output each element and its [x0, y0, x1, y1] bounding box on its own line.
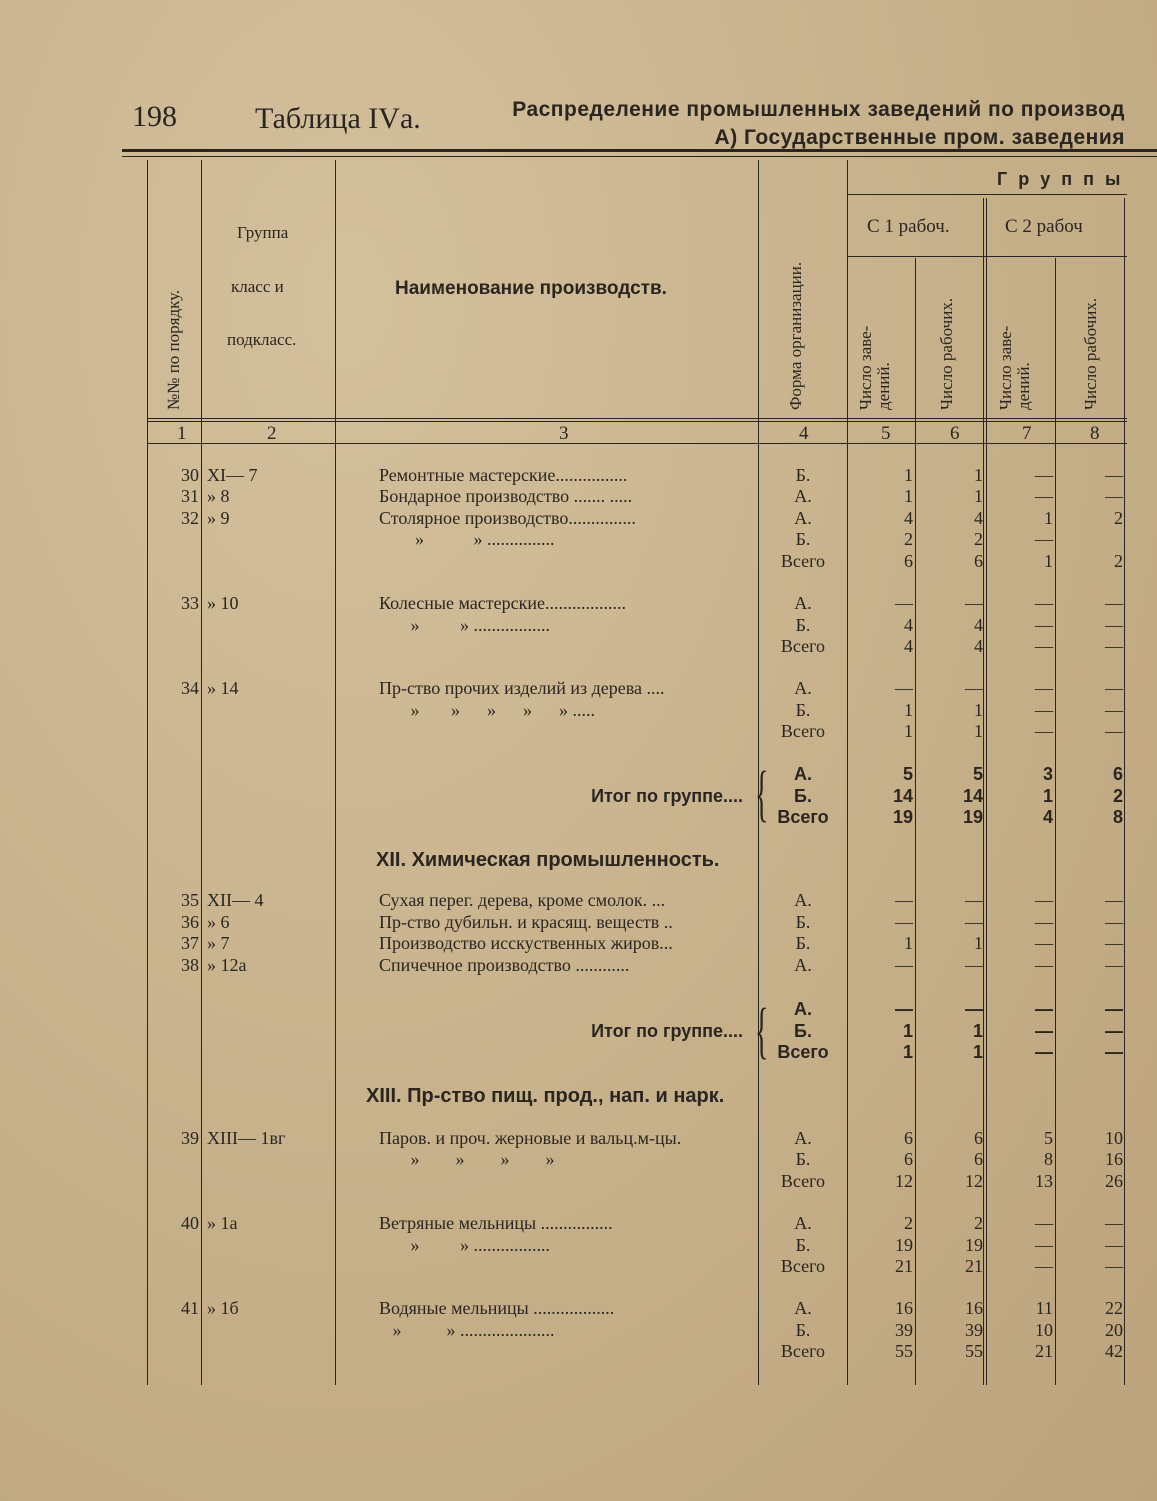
table-row — [147, 1341, 1157, 1362]
table-row — [147, 465, 1157, 486]
cell-workers-2: — — [1105, 636, 1123, 656]
header-divider — [847, 256, 1127, 257]
cell-workers-1: — — [965, 890, 983, 910]
header-rule-thin — [122, 156, 1157, 157]
cell-establishments-1: 6 — [904, 1149, 913, 1169]
col-number-5: 5 — [881, 423, 891, 444]
cell-workers-1: 21 — [965, 1256, 983, 1276]
cell-workers-2: — — [1105, 1235, 1123, 1255]
cell-number: 32 — [181, 508, 199, 528]
cell-establishments-2: 1 — [1042, 786, 1053, 806]
total-row — [147, 1021, 1157, 1042]
cell-form: А. — [794, 508, 812, 528]
cell-name: Паров. и проч. жерновые и вальц.м-цы. — [379, 1128, 682, 1148]
cell-establishments-2: 8 — [1044, 1149, 1053, 1169]
cell-establishments-1: — — [895, 678, 913, 698]
header-divider — [147, 418, 1127, 419]
cell-establishments-2: 10 — [1035, 1320, 1053, 1340]
col-header-group: Группа — [237, 223, 289, 242]
cell-group: XIII— 1вг — [207, 1128, 286, 1148]
cell-form: Б. — [795, 700, 811, 720]
table-row — [147, 551, 1157, 572]
total-row — [147, 807, 1157, 828]
cell-establishments-1: 19 — [892, 807, 913, 827]
cell-name: Бондарное производство ....... ..... — [379, 486, 633, 506]
cell-total-label: Итог по группе.... — [591, 786, 743, 806]
cell-name: » » ..................... — [379, 1320, 555, 1340]
cell-establishments-1: 19 — [895, 1235, 913, 1255]
cell-establishments-2: — — [1035, 529, 1053, 549]
table-row — [147, 1128, 1157, 1149]
cell-workers-2: 20 — [1105, 1320, 1123, 1340]
cell-establishments-1: — — [895, 593, 913, 613]
cell-workers-1: 1 — [972, 1021, 983, 1041]
cell-name: » » ................. — [379, 1235, 550, 1255]
cell-number: 35 — [181, 890, 199, 910]
cell-workers-2: 6 — [1112, 764, 1123, 784]
cell-establishments-1: 1 — [902, 1042, 913, 1062]
cell-form: А. — [794, 890, 812, 910]
cell-establishments-2: — — [1035, 700, 1053, 720]
cell-workers-1: 55 — [965, 1341, 983, 1361]
cell-establishments-1: 6 — [904, 1128, 913, 1148]
table-row — [147, 1256, 1157, 1277]
cell-group: » 6 — [207, 912, 230, 932]
cell-establishments-2: — — [1035, 1042, 1053, 1062]
cell-workers-2: — — [1105, 486, 1123, 506]
col-header-class: класс и — [231, 277, 284, 296]
cell-form: А. — [794, 486, 812, 506]
table-row — [147, 593, 1157, 614]
total-row — [147, 764, 1157, 785]
header-divider — [847, 194, 1127, 195]
cell-group: » 1а — [207, 1213, 238, 1233]
table-row — [147, 486, 1157, 507]
cell-name: Водяные мельницы .................. — [379, 1298, 615, 1318]
cell-workers-2: 2 — [1112, 786, 1123, 806]
table-row — [147, 1149, 1157, 1170]
cell-establishments-2: 11 — [1035, 1298, 1053, 1318]
cell-establishments-2: 5 — [1044, 1128, 1053, 1148]
group-header-1-worker: С 1 рабоч. — [867, 216, 950, 237]
cell-establishments-1: 2 — [904, 529, 913, 549]
cell-number: 41 — [181, 1298, 199, 1318]
cell-establishments-1: 4 — [904, 636, 913, 656]
table-row — [147, 1213, 1157, 1234]
cell-workers-2: — — [1105, 678, 1123, 698]
cell-number: 38 — [181, 955, 199, 975]
col-header-number: №№ по порядку. — [164, 289, 183, 410]
section-title-food: XIII. Пр-ство пищ. прод., нап. и нарк. — [366, 1085, 725, 1107]
cell-workers-1: 6 — [974, 1149, 983, 1169]
cell-establishments-2: 1 — [1044, 508, 1053, 528]
subheader-workers-2: Число рабочих. — [1081, 297, 1100, 410]
cell-workers-2: — — [1105, 999, 1123, 1019]
header-rule — [122, 149, 1157, 152]
total-brace: { — [755, 997, 769, 1065]
subheader-establishments-1b: дений. — [874, 362, 893, 410]
cell-number: 40 — [181, 1213, 199, 1233]
cell-establishments-2: — — [1035, 486, 1053, 506]
col-header-subclass: подкласс. — [227, 330, 297, 349]
cell-workers-1: — — [965, 999, 983, 1019]
group-header-2-workers: С 2 рабоч — [1005, 216, 1083, 237]
cell-workers-2: — — [1105, 1213, 1123, 1233]
subheader-establishments-2a: Число заве- — [996, 325, 1015, 410]
table-row — [147, 1320, 1157, 1341]
cell-establishments-2: — — [1035, 465, 1053, 485]
table-row — [147, 721, 1157, 742]
cell-workers-2: 16 — [1105, 1149, 1123, 1169]
cell-workers-2: — — [1105, 933, 1123, 953]
table-row — [147, 1298, 1157, 1319]
cell-establishments-2: — — [1035, 721, 1053, 741]
cell-establishments-2: 1 — [1044, 551, 1053, 571]
cell-establishments-2: — — [1035, 912, 1053, 932]
cell-establishments-2: — — [1035, 1021, 1053, 1041]
cell-number: 37 — [181, 933, 199, 953]
cell-group: » 9 — [207, 508, 230, 528]
col-number-1: 1 — [177, 423, 187, 444]
cell-name: Колесные мастерские.................. — [379, 593, 626, 613]
cell-workers-1: 5 — [972, 764, 983, 784]
cell-establishments-2: — — [1035, 1213, 1053, 1233]
cell-workers-1: 4 — [974, 508, 983, 528]
cell-workers-1: 4 — [974, 636, 983, 656]
cell-name: Пр-ство дубильн. и красящ. веществ .. — [379, 912, 673, 932]
col-header-form: Форма организации. — [786, 261, 805, 410]
cell-form: Б. — [795, 465, 811, 485]
cell-establishments-2: — — [1035, 593, 1053, 613]
table-row — [147, 615, 1157, 636]
cell-workers-1: 16 — [965, 1298, 983, 1318]
subheader-establishments-2b: дений. — [1014, 362, 1033, 410]
cell-establishments-2: — — [1035, 1256, 1053, 1276]
header-divider — [147, 421, 1127, 422]
cell-establishments-1: 4 — [904, 615, 913, 635]
cell-name: » » ................. — [379, 615, 550, 635]
cell-form: А. — [794, 764, 812, 784]
cell-workers-2: — — [1105, 593, 1123, 613]
cell-workers-2: — — [1105, 955, 1123, 975]
cell-establishments-1: 6 — [904, 551, 913, 571]
cell-establishments-1: 1 — [902, 1021, 913, 1041]
cell-establishments-2: — — [1035, 890, 1053, 910]
cell-form: Б. — [795, 1320, 811, 1340]
cell-workers-1: 1 — [974, 465, 983, 485]
cell-name: Спичечное производство ............ — [379, 955, 630, 975]
cell-workers-1: 1 — [974, 721, 983, 741]
cell-number: 39 — [181, 1128, 199, 1148]
cell-workers-1: 1 — [974, 933, 983, 953]
cell-form: А. — [794, 1128, 812, 1148]
table-label: Таблица IVа. — [255, 102, 421, 135]
cell-establishments-2: — — [1035, 678, 1053, 698]
table-row — [147, 912, 1157, 933]
table-subtitle: А) Государственные пром. заведения — [714, 126, 1125, 149]
cell-workers-2: 42 — [1105, 1341, 1123, 1361]
cell-group: » 1б — [207, 1298, 239, 1318]
cell-establishments-2: 4 — [1042, 807, 1053, 827]
cell-form: А. — [794, 593, 812, 613]
table-row — [147, 1171, 1157, 1192]
table-row — [147, 636, 1157, 657]
cell-number: 33 — [181, 593, 199, 613]
cell-establishments-1: — — [895, 890, 913, 910]
cell-workers-1: 12 — [965, 1171, 983, 1191]
cell-workers-1: 6 — [974, 1128, 983, 1148]
cell-group: » 7 — [207, 933, 230, 953]
col-number-4: 4 — [799, 423, 809, 444]
cell-workers-2: 22 — [1105, 1298, 1123, 1318]
section-title-chemical: XII. Химическая промышленность. — [376, 849, 720, 871]
total-row — [147, 1042, 1157, 1063]
cell-establishments-2: — — [1035, 933, 1053, 953]
cell-name: Ветряные мельницы ................ — [379, 1213, 613, 1233]
cell-establishments-1: 5 — [902, 764, 913, 784]
cell-workers-2: — — [1105, 1256, 1123, 1276]
cell-workers-2: — — [1105, 1021, 1123, 1041]
cell-workers-2: — — [1105, 912, 1123, 932]
cell-establishments-1: 1 — [904, 465, 913, 485]
cell-workers-2: — — [1105, 890, 1123, 910]
col-header-groups: Г р у п п ы — [997, 169, 1124, 189]
cell-establishments-2: — — [1035, 999, 1053, 1019]
table-row — [147, 700, 1157, 721]
cell-establishments-1: 21 — [895, 1256, 913, 1276]
table-row — [147, 890, 1157, 911]
cell-workers-1: 2 — [974, 1213, 983, 1233]
cell-form: А. — [794, 999, 812, 1019]
cell-name: Сухая перег. дерева, кроме смолок. ... — [379, 890, 666, 910]
page-number: 198 — [132, 100, 177, 133]
cell-establishments-1: — — [895, 955, 913, 975]
cell-workers-1: 19 — [965, 1235, 983, 1255]
table-row — [147, 529, 1157, 550]
cell-establishments-2: 21 — [1035, 1341, 1053, 1361]
cell-form: Всего — [780, 721, 826, 741]
cell-workers-2: 26 — [1105, 1171, 1123, 1191]
cell-workers-2: — — [1105, 1042, 1123, 1062]
cell-establishments-2: 13 — [1035, 1171, 1053, 1191]
cell-form: Б. — [794, 786, 812, 806]
cell-workers-2: 10 — [1105, 1128, 1123, 1148]
cell-total-label: Итог по группе.... — [591, 1021, 743, 1041]
header-divider — [147, 443, 1127, 444]
cell-group: » 14 — [207, 678, 239, 698]
cell-name: Производство исскуственных жиров... — [379, 933, 673, 953]
col-number-7: 7 — [1022, 423, 1032, 444]
cell-name: » » » » » ..... — [379, 700, 595, 720]
cell-establishments-1: — — [895, 999, 913, 1019]
cell-form: Всего — [780, 1341, 826, 1361]
cell-workers-1: 1 — [972, 1042, 983, 1062]
cell-establishments-1: 1 — [904, 486, 913, 506]
cell-establishments-2: — — [1035, 636, 1053, 656]
col-number-6: 6 — [950, 423, 960, 444]
cell-form: А. — [794, 1298, 812, 1318]
cell-group: » 8 — [207, 486, 230, 506]
subheader-workers-1: Число рабочих. — [937, 297, 956, 410]
cell-workers-1: 4 — [974, 615, 983, 635]
table-row — [147, 955, 1157, 976]
cell-form: Б. — [795, 933, 811, 953]
cell-form: Б. — [795, 529, 811, 549]
cell-establishments-1: 16 — [895, 1298, 913, 1318]
cell-number: 31 — [181, 486, 199, 506]
cell-workers-1: — — [965, 955, 983, 975]
cell-form: Всего — [777, 1042, 829, 1062]
cell-workers-1: 1 — [974, 700, 983, 720]
table-row — [147, 508, 1157, 529]
cell-workers-2: 2 — [1114, 508, 1123, 528]
cell-establishments-1: 4 — [904, 508, 913, 528]
cell-form: Всего — [780, 1256, 826, 1276]
table-title: Распределение промышленных заведений по производ — [512, 98, 1125, 121]
cell-workers-2: — — [1105, 721, 1123, 741]
cell-establishments-1: 1 — [904, 700, 913, 720]
cell-number: 34 — [181, 678, 199, 698]
cell-establishments-2: 3 — [1042, 764, 1053, 784]
cell-workers-2: 2 — [1114, 551, 1123, 571]
cell-establishments-2: — — [1035, 1235, 1053, 1255]
cell-workers-1: — — [965, 593, 983, 613]
total-row — [147, 786, 1157, 807]
cell-number: 30 — [181, 465, 199, 485]
col-number-3: 3 — [559, 423, 569, 444]
cell-establishments-2: — — [1035, 955, 1053, 975]
cell-form: Б. — [795, 615, 811, 635]
cell-name: » » ............... — [379, 529, 555, 549]
table-row — [147, 678, 1157, 699]
cell-name: Пр-ство прочих изделий из дерева .... — [379, 678, 665, 698]
cell-workers-1: 19 — [962, 807, 983, 827]
cell-establishments-2: — — [1035, 615, 1053, 635]
cell-name: Столярное производство............... — [379, 508, 636, 528]
cell-workers-1: 2 — [974, 529, 983, 549]
cell-workers-1: — — [965, 678, 983, 698]
cell-workers-2: 8 — [1112, 807, 1123, 827]
cell-form: Б. — [794, 1021, 812, 1041]
total-brace: { — [755, 760, 769, 828]
cell-establishments-1: 39 — [895, 1320, 913, 1340]
cell-form: Всего — [780, 636, 826, 656]
cell-form: Б. — [795, 1235, 811, 1255]
statistics-table — [147, 160, 1157, 1385]
cell-form: Б. — [795, 1149, 811, 1169]
cell-form: А. — [794, 1213, 812, 1233]
table-row — [147, 1235, 1157, 1256]
cell-group: » 10 — [207, 593, 239, 613]
cell-workers-1: 6 — [974, 551, 983, 571]
cell-form: А. — [794, 678, 812, 698]
cell-form: Всего — [780, 1171, 826, 1191]
table-row — [147, 933, 1157, 954]
cell-name: » » » » — [379, 1149, 555, 1169]
cell-establishments-1: 55 — [895, 1341, 913, 1361]
cell-form: Б. — [795, 912, 811, 932]
subheader-establishments-1a: Число заве- — [856, 325, 875, 410]
cell-workers-2: — — [1105, 465, 1123, 485]
cell-establishments-1: — — [895, 912, 913, 932]
cell-number: 36 — [181, 912, 199, 932]
cell-workers-1: 1 — [974, 486, 983, 506]
cell-group: » 12а — [207, 955, 247, 975]
cell-name: Ремонтные мастерские................ — [379, 465, 628, 485]
cell-form: Всего — [780, 551, 826, 571]
col-header-name: Наименование производств. — [395, 278, 667, 299]
cell-group: XI— 7 — [207, 465, 258, 485]
cell-form: Всего — [777, 807, 829, 827]
col-number-8: 8 — [1090, 423, 1100, 444]
total-row — [147, 999, 1157, 1020]
col-number-2: 2 — [267, 423, 277, 444]
cell-establishments-1: 1 — [904, 933, 913, 953]
cell-establishments-1: 12 — [895, 1171, 913, 1191]
cell-establishments-1: 1 — [904, 721, 913, 741]
cell-establishments-1: 2 — [904, 1213, 913, 1233]
cell-establishments-1: 14 — [892, 786, 913, 806]
cell-workers-2: — — [1105, 700, 1123, 720]
cell-workers-1: 14 — [962, 786, 983, 806]
cell-workers-2: — — [1105, 615, 1123, 635]
cell-group: XII— 4 — [207, 890, 264, 910]
cell-form: А. — [794, 955, 812, 975]
cell-workers-1: 39 — [965, 1320, 983, 1340]
cell-workers-1: — — [965, 912, 983, 932]
